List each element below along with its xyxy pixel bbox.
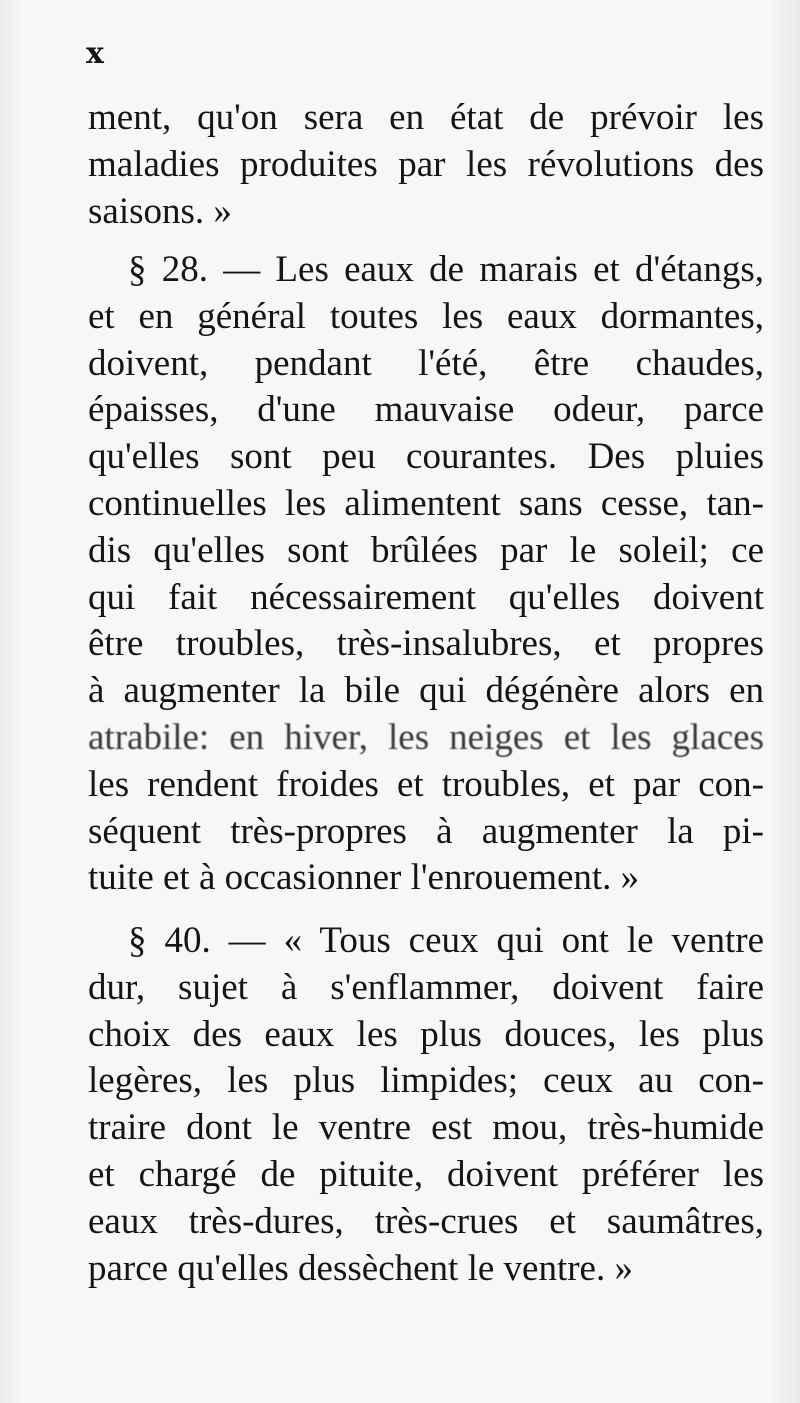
text-line: traire dont le ventre est mou, très-humide [88, 1107, 764, 1149]
text-line: saisons. » [88, 190, 232, 232]
text-line: épaisses, d'une mauvaise odeur, parce [88, 389, 764, 431]
text-line: les rendent froides et troubles, et par con- [88, 763, 764, 805]
text-line: qui fait nécessairement qu'elles doivent [88, 576, 764, 618]
page-edge-shadow-right [766, 0, 800, 1403]
text-line: choix des eaux les plus douces, les plus [88, 1013, 764, 1055]
page-folio: x [86, 36, 104, 71]
page-edge-shadow-left [0, 0, 22, 1403]
paragraph-section-40 [88, 918, 764, 1292]
text-line: parce qu'elles dessèchent le ventre. » [88, 1247, 633, 1289]
text-line: ment, qu'on sera en état de prévoir les [88, 97, 764, 138]
paragraph-section-28 [88, 247, 764, 902]
text-line: § 28. — Les eaux de marais et d'étangs, [128, 249, 764, 290]
text-line: et en général toutes les eaux dormantes, [88, 295, 764, 337]
text-line: qu'elles sont peu courantes. Des pluies [88, 436, 764, 478]
text-line: § 40. — « Tous ceux qui ont le ventre [128, 920, 764, 961]
text-line: tuite et à occasionner l'enrouement. » [88, 857, 640, 899]
text-line: séquent très-propres à augmenter la pi- [88, 810, 764, 852]
text-line: à augmenter la bile qui dégénère alors en [88, 670, 764, 712]
text-line: doivent, pendant l'été, être chaudes, [88, 342, 764, 384]
text-line: dur, sujet à s'enflammer, doivent faire [88, 966, 764, 1008]
paragraph-continuation [88, 95, 764, 235]
text-line: maladies produites par les révolutions des [88, 143, 764, 185]
text-line: être troubles, très-insalubres, et propres [88, 623, 764, 665]
text-line: legères, les plus limpides; ceux au con- [88, 1060, 764, 1102]
text-line: continuelles les alimentent sans cesse, tan- [88, 482, 764, 524]
text-line: et chargé de pituite, doivent préférer les [88, 1153, 764, 1195]
text-line: eaux très-dures, très-crues et saumâtres, [88, 1200, 764, 1242]
text-line: dis qu'elles sont brûlées par le soleil; ce [88, 529, 764, 571]
text-line: atrabile: en hiver, les neiges et les glaces [88, 716, 764, 758]
